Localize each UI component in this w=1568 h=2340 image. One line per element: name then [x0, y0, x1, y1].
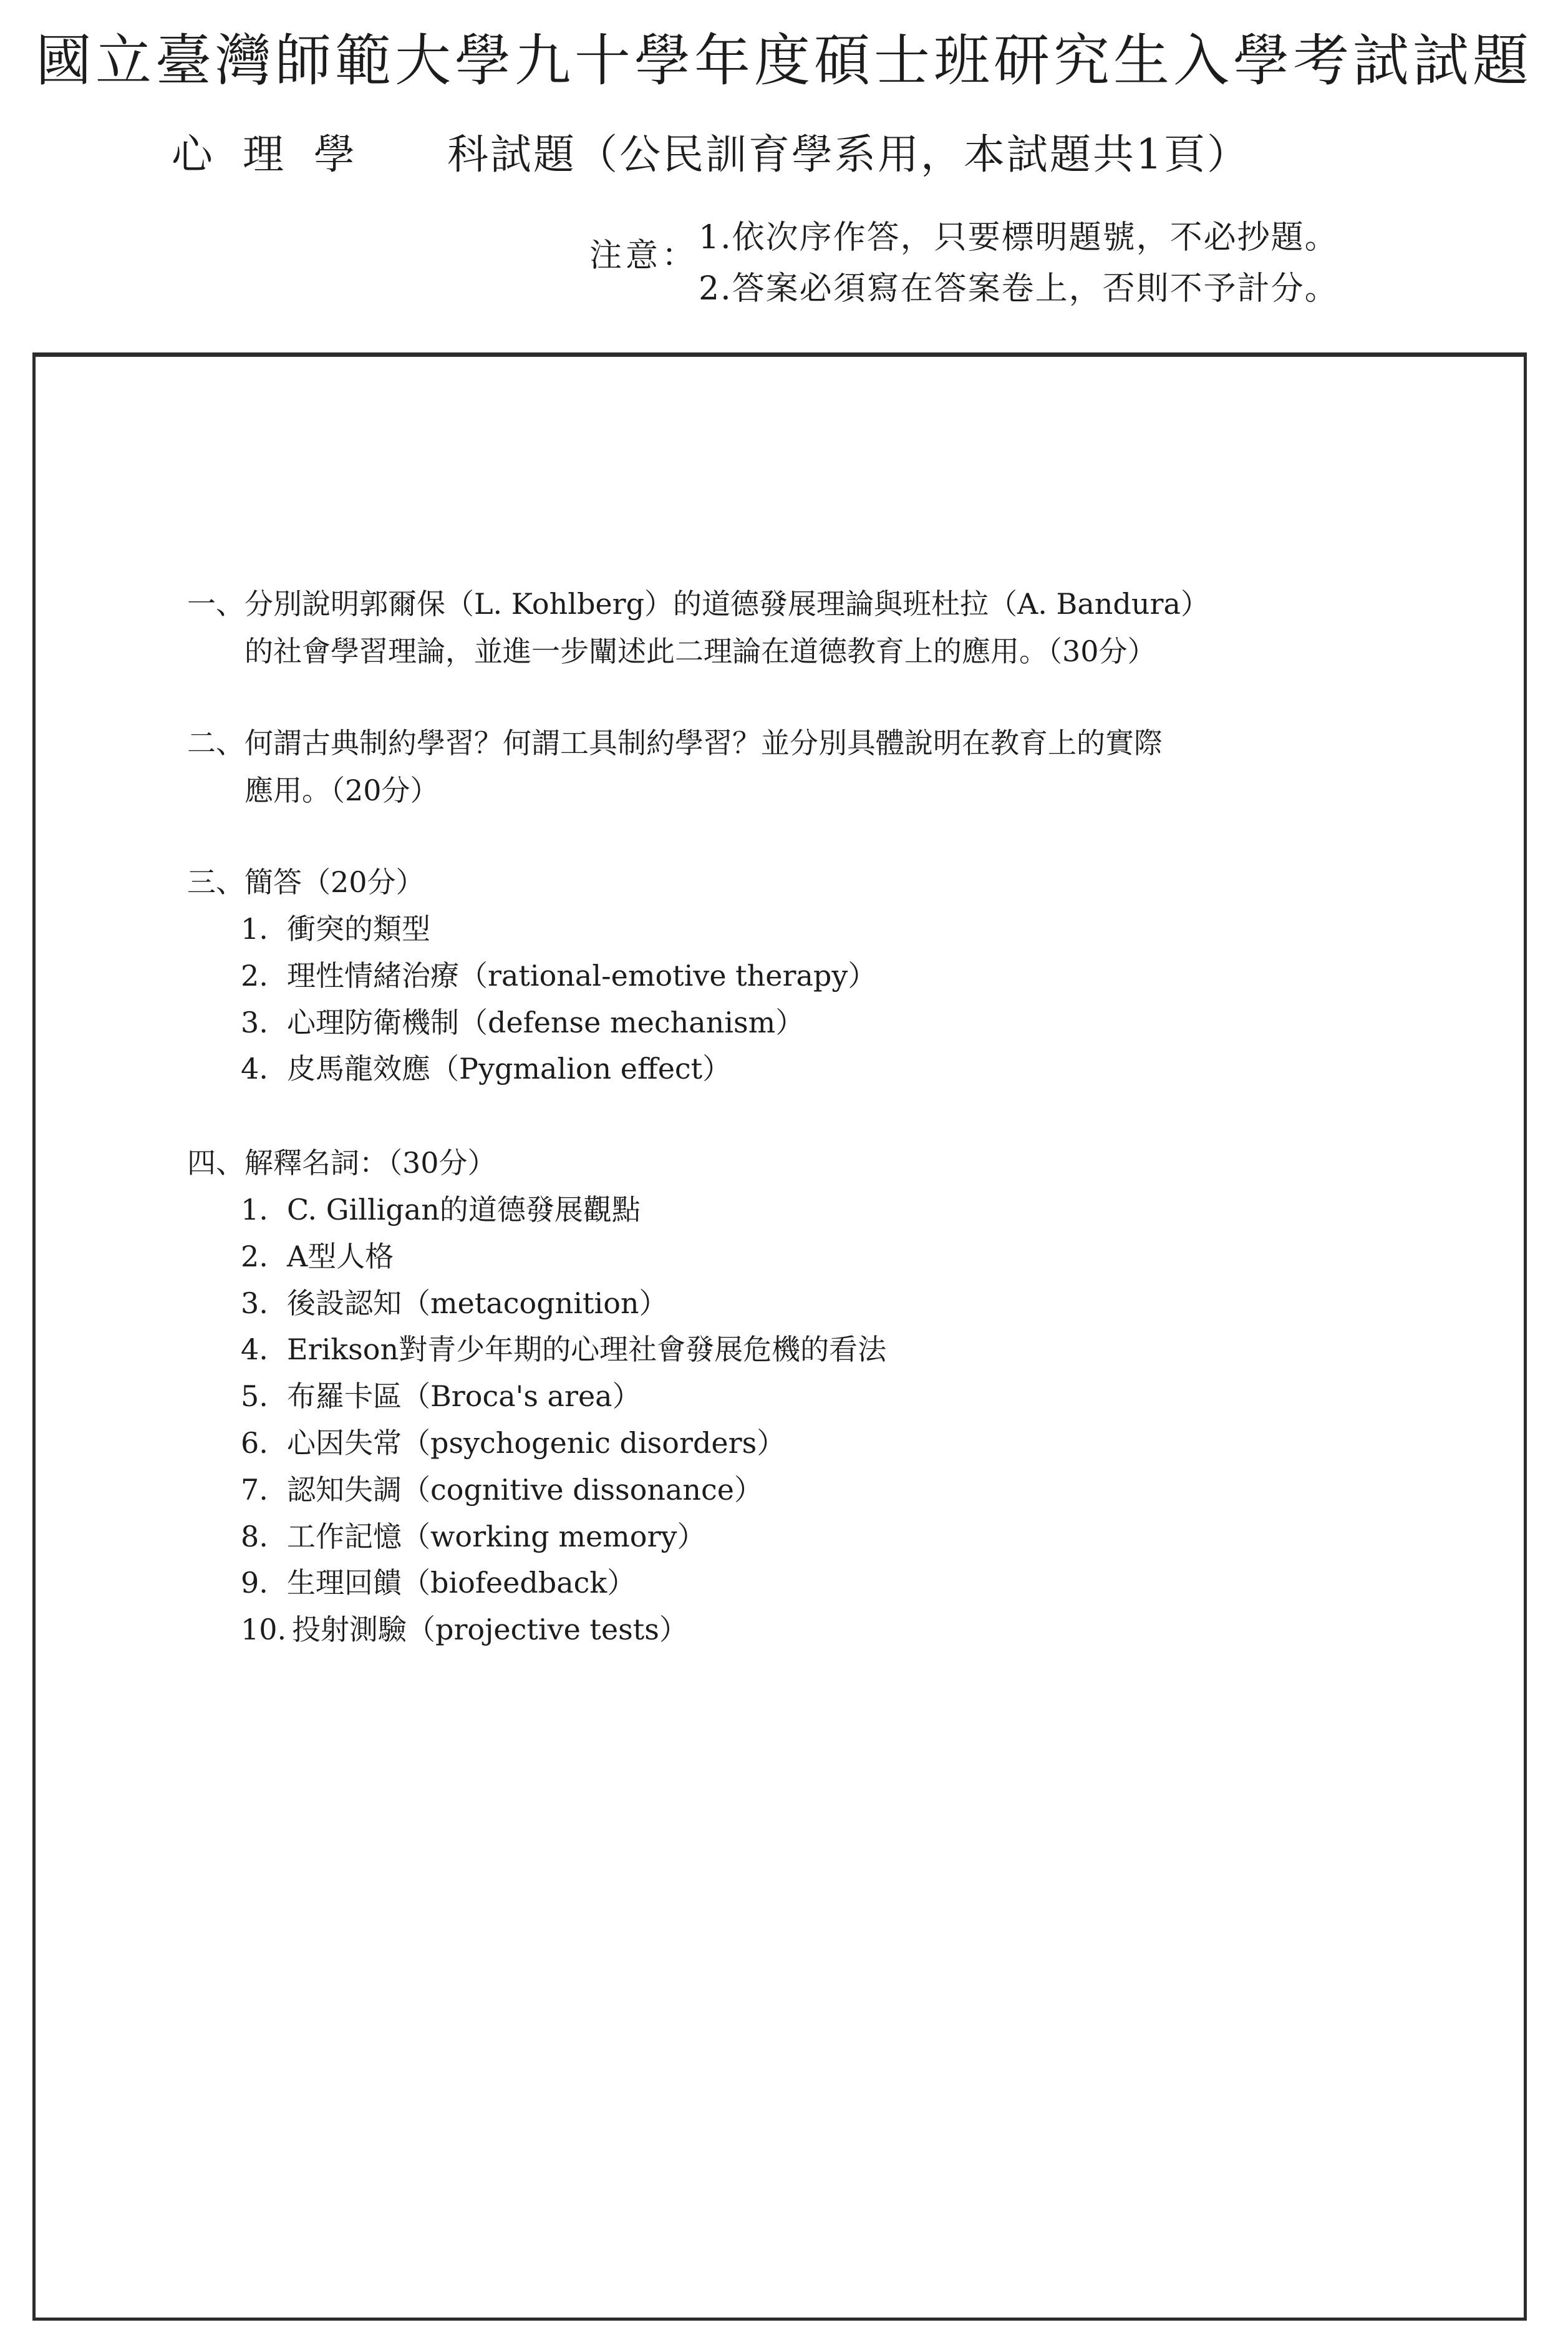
list-item — [241, 1373, 886, 1420]
exam-title: 國立臺灣師範大學九十學年度碩士班研究生入學考試試題 — [36, 28, 1532, 94]
list-item — [241, 1467, 886, 1513]
item-number: 9. — [241, 1566, 268, 1600]
item-number: 2. — [241, 1239, 268, 1273]
item-text: 心因失常（psychogenic disorders） — [287, 1425, 786, 1460]
item-number: 2. — [241, 958, 268, 993]
item-number: 5. — [241, 1379, 268, 1414]
notice-item: 2.答案必須寫在答案卷上，否則不予計分。 — [699, 270, 1338, 308]
item-number: 8. — [241, 1519, 268, 1553]
item-number: 10. — [241, 1613, 287, 1647]
list-item — [241, 1187, 886, 1233]
item-text: 生理回饋（biofeedback） — [287, 1566, 636, 1600]
notice-label: 注意： — [589, 237, 699, 274]
question-heading: 解釋名詞：（30分） — [244, 1146, 496, 1180]
question-1 — [187, 580, 1209, 675]
item-number: 1. — [241, 912, 268, 946]
question-3 — [187, 858, 876, 1092]
list-item — [241, 1326, 886, 1373]
subject-name: 心理學 — [172, 130, 385, 178]
subject-description: 科試題（公民訓育學系用，本試題共1頁） — [447, 130, 1250, 178]
question-number: 一、 — [187, 587, 244, 621]
question-4 — [187, 1139, 886, 1653]
item-text: 工作記憶（working memory） — [287, 1519, 706, 1553]
item-number: 4. — [241, 1333, 268, 1367]
item-text: 心理防衛機制（defense mechanism） — [287, 1005, 805, 1039]
notice-list — [699, 212, 1338, 314]
question-text: 的社會學習理論，並進一步闡述此二理論在道德教育上的應用。（30分） — [244, 634, 1156, 668]
list-item — [241, 999, 876, 1046]
item-number: 6. — [241, 1425, 268, 1460]
list-item — [241, 1280, 886, 1327]
item-text: C. Gilligan的道德發展觀點 — [287, 1193, 641, 1226]
subject-line — [172, 124, 1250, 186]
item-text: 衝突的類型 — [287, 912, 430, 946]
list-item — [241, 1513, 886, 1560]
item-number: 1. — [241, 1193, 268, 1226]
item-text: 後設認知（metacognition） — [287, 1286, 668, 1320]
list-item — [241, 1420, 886, 1467]
item-text: 理性情緒治療（rational-emotive therapy） — [287, 958, 877, 993]
question-heading: 簡答（20分） — [244, 865, 425, 899]
question-number: 四、 — [187, 1146, 244, 1180]
item-text: 認知失調（cognitive dissonance） — [287, 1472, 763, 1507]
list-item — [241, 1560, 886, 1606]
list-item — [241, 1606, 886, 1653]
question-text: 應用。（20分） — [244, 774, 439, 807]
short-answer-list — [187, 906, 876, 1092]
item-text: 布羅卡區（Broca's area） — [287, 1379, 641, 1414]
list-item — [241, 953, 876, 999]
question-number: 三、 — [187, 865, 244, 899]
item-text: 皮馬龍效應（Pygmalion effect） — [287, 1052, 732, 1086]
list-item — [241, 1233, 886, 1280]
list-item — [241, 1046, 876, 1092]
item-number: 4. — [241, 1052, 268, 1086]
term-list — [187, 1187, 886, 1653]
list-item — [241, 906, 876, 953]
item-text: A型人格 — [287, 1239, 394, 1273]
item-number: 3. — [241, 1286, 268, 1320]
question-2 — [187, 719, 1163, 814]
question-text: 分別說明郭爾保（L. Kohlberg）的道德發展理論與班杜拉（A. Bandura） — [244, 587, 1209, 621]
notice-item: 1.依次序作答，只要標明題號，不必抄題。 — [699, 219, 1338, 256]
item-text: Erikson對青少年期的心理社會發展危機的看法 — [287, 1333, 887, 1367]
item-number: 7. — [241, 1472, 268, 1507]
item-text: 投射測驗（projective tests） — [292, 1613, 688, 1647]
question-text: 何謂古典制約學習？何謂工具制約學習？並分別具體說明在教育上的實際 — [244, 726, 1163, 760]
item-number: 3. — [241, 1005, 268, 1039]
question-number: 二、 — [187, 726, 244, 760]
